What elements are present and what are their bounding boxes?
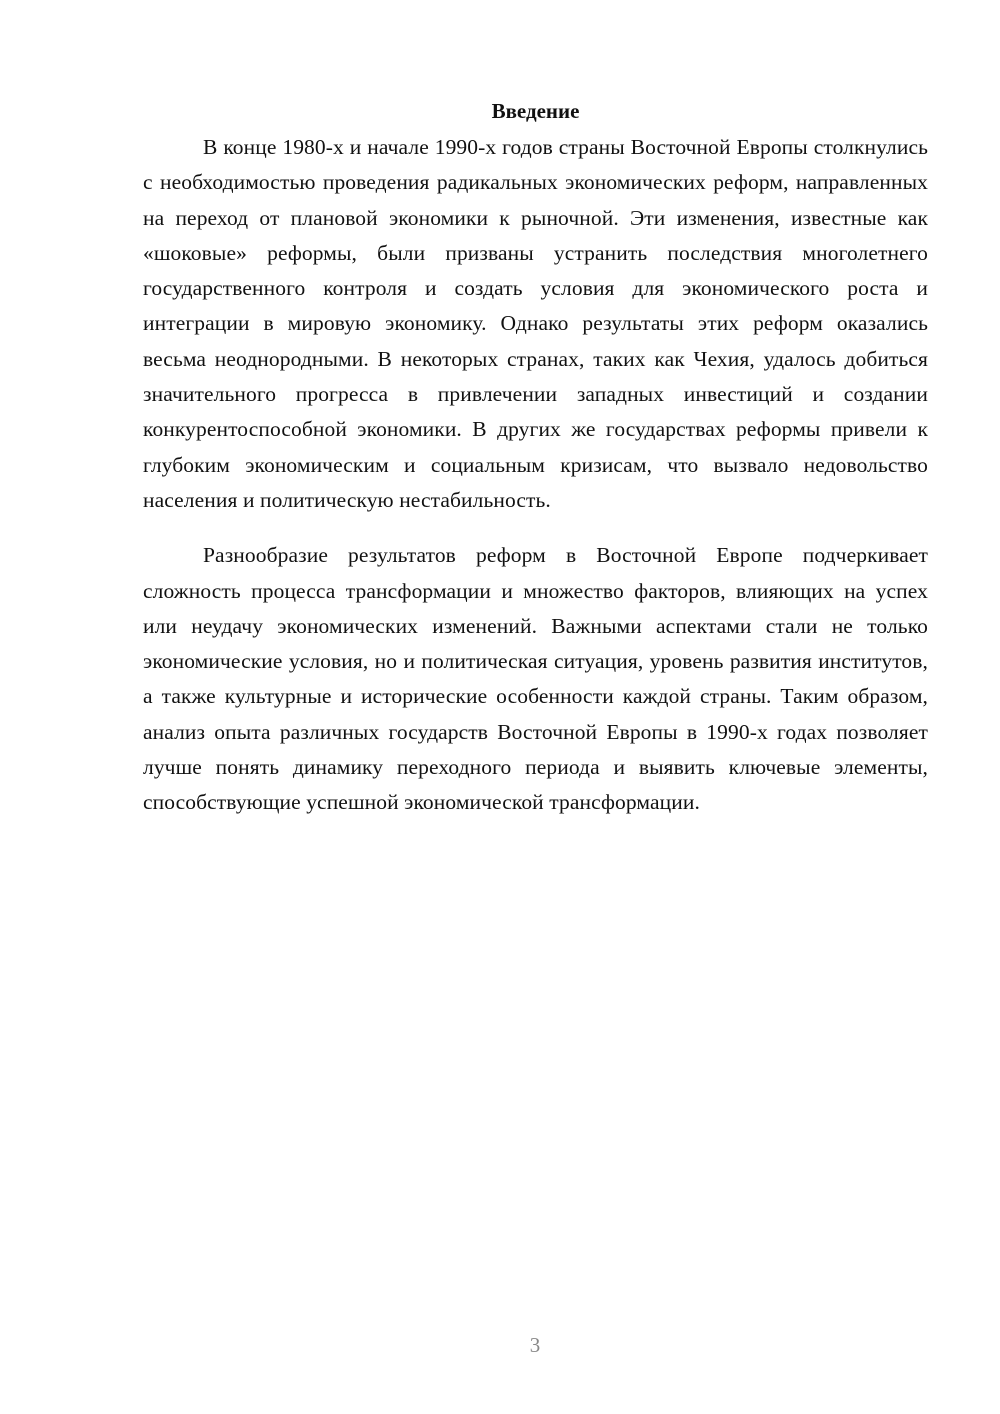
paragraph-2: Разнообразие результатов реформ в Восточной Европе подчеркивает сложность процесса трансформации и множество факторов, влияющих на успех или неудачу экономических изменений. Важными аспектами стали не только экономические условия, но и политическая ситуация, уровень развития институтов, а также культурные и исторические особенности каждой страны. Таким образом, анализ опыта различных государств Восточной Европы в 1990-х годах позволяет лучше понять динамику переходного периода и выявить ключевые элементы, способствующие успешной экономической трансформации.	[143, 543, 928, 815]
section-title: Введение	[491, 99, 580, 123]
paragraph-1: В конце 1980-х и начале 1990-х годов страны Восточной Европы столкнулись с необходимостью проведения радикальных экономических реформ, направленных на переход от плановой экономики к рыночной. Эти изменения, известные как «шоковые» реформы, были призваны устранить последствия многолетнего государственного контроля и создать условия для экономического роста и интеграции в мировую экономику. Однако результаты этих реформ оказались весьма неоднородными. В некоторых странах, таких как Чехия, удалось добиться значительного прогресса в привлечении западных инвестиций и создании конкурентоспособной экономики. В других же государствах реформы привели к глубоким экономическим и социальным кризисам, что вызвало недовольство населения и политическую нестабильность.	[143, 135, 928, 512]
page-content	[143, 95, 928, 821]
page-number: 3	[529, 1333, 541, 1357]
